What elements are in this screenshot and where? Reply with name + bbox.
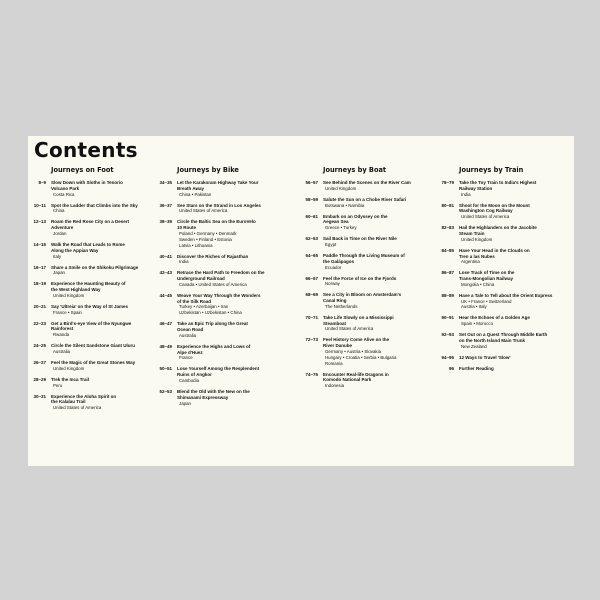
contents-entry[interactable]	[300, 197, 432, 209]
contents-entry[interactable]	[154, 203, 296, 215]
entry-page-range: 84–85	[441, 247, 454, 253]
entry-countries: Poland • Germany • Denmark Sweden • Finland • Estonia Latvia • Lithuania	[179, 230, 237, 248]
contents-entry[interactable]	[28, 242, 150, 259]
entry-title: Walk the Road that Leads to Rome Along the Appian Way	[51, 241, 125, 253]
entry-countries: United States of America	[461, 214, 510, 220]
entry-text	[323, 214, 432, 231]
entry-page-range: 26–27	[33, 360, 46, 366]
entry-text	[51, 180, 150, 197]
entry-text	[177, 321, 296, 338]
entry-countries: United States of America	[179, 208, 228, 214]
entry-title: Circle the Baltic Sea on the EuroVelo 10 Route	[177, 219, 256, 231]
entry-page-range: 64–65	[305, 252, 318, 258]
entry-page-range: 48–49	[159, 343, 172, 349]
entry-title: Feel History Come Alive on the River Danube	[323, 337, 390, 349]
entry-page-range: 62–63	[305, 236, 318, 242]
contents-entry[interactable]	[436, 225, 574, 242]
entry-countries: Germany • Austria • Slovakia Hungary • Croatia • Serbia • Bulgaria Romania	[325, 349, 397, 366]
entry-page-range: 88–89	[441, 292, 454, 298]
entry-countries: United Kingdom	[53, 365, 85, 371]
entry-page-range: 8–9	[38, 180, 46, 185]
contents-entry[interactable]	[436, 293, 574, 310]
entry-text	[177, 180, 296, 197]
entry-title: Embark on an Odyssey on the Aegean Sea	[323, 213, 388, 225]
entry-text	[323, 372, 432, 389]
entry-page-range: 36–37	[159, 202, 172, 208]
entry-title: Say 'Ultreia' on the Way of St James	[51, 303, 128, 309]
entry-title: Circle the Silent Sandstone Giant Uluru	[51, 343, 136, 349]
entry-title: Share a Smile on the Shikoku Pilgrimage	[51, 264, 139, 270]
contents-entry[interactable]	[28, 394, 150, 411]
entry-page-range: 22–23	[33, 320, 46, 326]
contents-entry[interactable]	[154, 389, 296, 406]
entry-countries: Italy	[53, 253, 62, 259]
entry-page-range: 96	[448, 365, 454, 371]
entry-text	[51, 265, 150, 277]
entry-countries: Greece • Turkey	[325, 225, 357, 231]
contents-entry[interactable]	[300, 337, 432, 366]
entry-text	[177, 389, 296, 406]
entry-page-range: 82–83	[441, 225, 454, 231]
entry-title: Shoot for the Moon on the Mount Washington Cog Railway	[459, 202, 530, 214]
contents-entry[interactable]	[436, 332, 574, 349]
contents-column	[300, 166, 432, 394]
entry-title: Have a Tale to Tell about the Orient Express	[459, 292, 553, 298]
entry-countries: Turkey • Azerbaijan • Iran Uzbekistan • Uzbekistan • China	[179, 304, 242, 316]
entry-page-range: 28–29	[33, 376, 46, 382]
entry-text	[323, 253, 432, 270]
contents-entry[interactable]	[436, 355, 574, 361]
entry-title: Get a Bird's-eye View of the Nyungwe Rainforest	[51, 320, 132, 332]
entry-page-range: 72–73	[305, 337, 318, 343]
entry-title: Sail Back in Time on the River Nile	[323, 236, 397, 242]
entry-title: Take the Toy Train to India's Highest Railway Station	[459, 180, 537, 191]
entry-text	[459, 270, 574, 287]
column-heading: Journeys on Foot	[51, 166, 114, 174]
contents-entry[interactable]	[436, 366, 574, 372]
contents-entry[interactable]	[28, 265, 150, 277]
entry-text	[51, 343, 150, 355]
entry-title: Let the Karakoram Highway Take Your Breath Away	[177, 180, 259, 191]
entry-page-range: 20–21	[33, 303, 46, 309]
entry-page-range: 16–17	[33, 264, 46, 270]
entry-title: Hear the Echoes of a Golden Age	[459, 315, 530, 321]
entry-title: Roam the Red Rose City on a Desert Adventure	[51, 219, 130, 231]
contents-entry[interactable]	[300, 214, 432, 231]
entry-countries: Mongolia • China	[461, 281, 495, 287]
entry-page-range: 18–19	[33, 281, 46, 287]
entry-title: See Behind the Scenes on the River Cam	[323, 180, 411, 185]
entry-text	[177, 344, 296, 361]
entry-text	[323, 180, 432, 192]
contents-entry[interactable]	[154, 321, 296, 338]
entry-page-range: 44–45	[159, 292, 172, 298]
contents-entry[interactable]	[300, 372, 432, 389]
entry-text	[177, 203, 296, 215]
contents-entry[interactable]	[154, 366, 296, 383]
entry-title: Spot the Ladder that Climbs into the Sky	[51, 202, 138, 208]
entry-text	[459, 355, 574, 361]
contents-entry[interactable]	[300, 292, 432, 309]
entry-text	[459, 180, 574, 197]
entry-countries: The Netherlands	[325, 303, 358, 309]
entry-title: Salute the Sun on a Chobe River Safari	[323, 196, 407, 202]
entry-page-range: 50–51	[159, 366, 172, 372]
contents-entry[interactable]	[28, 360, 150, 372]
contents-entry[interactable]	[28, 203, 150, 215]
entry-text	[51, 219, 150, 236]
entry-page-range: 74–75	[305, 371, 318, 377]
column-heading: Journeys by Boat	[323, 166, 387, 174]
entry-countries: Australia	[179, 332, 197, 338]
entry-countries: United States of America	[53, 405, 102, 411]
entry-page-range: 92–93	[441, 332, 454, 338]
contents-entry[interactable]	[154, 180, 296, 197]
entry-countries: India	[179, 259, 189, 265]
contents-column	[154, 166, 296, 412]
entry-countries: Japan	[53, 270, 65, 276]
entry-title: Encounter Real-life Dragons in Komodo National Park	[323, 371, 389, 383]
contents-entry[interactable]	[436, 203, 574, 220]
page-title: Contents	[34, 138, 138, 162]
entry-text	[51, 377, 150, 389]
entry-title: Take Life Slowly on a Mississippi Steamboat	[323, 314, 394, 326]
entry-page-range: 80–81	[441, 202, 454, 208]
entry-page-range: 78–79	[441, 180, 454, 185]
entry-text	[323, 276, 432, 288]
entry-title: Hail the Highlanders on the Jacobite Steam Train	[459, 225, 537, 236]
entry-text	[459, 366, 574, 372]
entry-page-range: 34–35	[159, 180, 172, 185]
entry-title: Slow Down with Sloths in Tenorio Volcano Park	[51, 180, 123, 191]
entry-title: Experience the Haunting Beauty of the West Highland Way	[51, 281, 126, 293]
entry-title: Lose Track of Time on the Trans-Mongolian Railway	[459, 270, 515, 282]
entry-page-range: 52–53	[159, 389, 172, 394]
entry-countries: Indonesia	[325, 383, 345, 389]
contents-entry[interactable]	[300, 276, 432, 288]
column-heading: Journeys by Train	[459, 166, 524, 174]
entry-text	[459, 332, 574, 349]
contents-entry[interactable]	[436, 315, 574, 327]
entry-text	[459, 293, 574, 310]
entry-text	[177, 366, 296, 383]
contents-entry[interactable]	[28, 304, 150, 316]
entry-countries: Argentina	[461, 259, 480, 265]
entry-text	[51, 360, 150, 372]
entry-title: Further Reading	[459, 365, 494, 371]
contents-entry[interactable]	[28, 321, 150, 338]
entry-text	[177, 219, 296, 248]
entry-text	[51, 304, 150, 316]
entry-page-range: 58–59	[305, 196, 318, 202]
entry-text	[51, 281, 150, 298]
entry-countries: France	[179, 355, 193, 361]
entry-countries: Spain • Morocco	[461, 321, 494, 327]
entry-title: Experience the Highs and Lows of Alpe d'Huez	[177, 343, 251, 355]
entry-text	[177, 293, 296, 316]
entry-page-range: 30–31	[33, 393, 46, 399]
entry-countries: United Kingdom	[53, 292, 85, 298]
entry-countries: Jordan	[53, 230, 67, 236]
entry-page-range: 42–43	[159, 270, 172, 276]
entry-countries: New Zealand	[461, 343, 487, 349]
entry-page-range: 10–11	[33, 202, 46, 208]
entry-text	[323, 292, 432, 309]
entry-text	[177, 254, 296, 266]
entry-page-range: 12–13	[33, 219, 46, 225]
entry-text	[323, 337, 432, 366]
entry-countries: Botswana • Namibia	[325, 202, 365, 208]
contents-entry[interactable]	[300, 236, 432, 248]
entry-page-range: 90–91	[441, 315, 454, 321]
contents-entry[interactable]	[154, 293, 296, 316]
entry-title: Paddle Through the Living Museum of the Galápagos	[323, 252, 405, 264]
entry-text	[323, 236, 432, 248]
entry-page-range: 60–61	[305, 213, 318, 219]
entry-title: Weave Your Way Through the Wonders of the Silk Road	[177, 292, 261, 304]
contents-entry[interactable]	[300, 253, 432, 270]
entry-title: See a City in Bloom on Amsterdam's Canal Ring	[323, 292, 402, 304]
entry-page-range: 24–25	[33, 343, 46, 349]
entry-countries: Cambodia	[179, 378, 200, 384]
entry-title: Blend the Old with the New on the Shimanami Expressway	[177, 389, 250, 400]
entry-text	[51, 242, 150, 259]
contents-entry[interactable]	[28, 281, 150, 298]
entry-countries: China	[53, 208, 65, 214]
entry-title: Set Out on a Quest Through Middle Earth on the North Island Main Trunk	[459, 332, 548, 344]
contents-entry[interactable]	[300, 315, 432, 332]
entry-countries: France • Spain	[53, 309, 82, 315]
entry-page-range: 86–87	[441, 270, 454, 276]
entry-title: Feel the Force of Ice on the Fjords	[323, 275, 397, 281]
entry-countries: India	[461, 191, 471, 197]
entry-page-range: 46–47	[159, 321, 172, 327]
contents-column	[28, 166, 150, 416]
contents-entry[interactable]	[28, 180, 150, 197]
entry-text	[177, 270, 296, 287]
contents-entry[interactable]	[436, 180, 574, 197]
column-heading: Journeys by Bike	[177, 166, 239, 174]
entry-text	[51, 394, 150, 411]
contents-entry[interactable]	[436, 248, 574, 265]
entry-text	[459, 225, 574, 242]
entry-countries: Canada • United States of America	[179, 281, 247, 287]
entry-countries: Norway	[325, 281, 340, 287]
contents-column	[436, 166, 574, 377]
entry-page-range: 14–15	[33, 241, 46, 247]
entry-page-range: 40–41	[159, 253, 172, 259]
entry-text	[323, 197, 432, 209]
contents-entry[interactable]	[28, 377, 150, 389]
entry-countries: Australia	[53, 349, 71, 355]
contents-entry[interactable]	[154, 270, 296, 287]
entry-title: See Stars on the Strand in Los Angeles	[177, 202, 261, 208]
entry-text	[459, 248, 574, 265]
contents-page	[28, 136, 574, 466]
entry-countries: Rwanda	[53, 332, 70, 338]
entry-text	[459, 203, 574, 220]
contents-entry[interactable]	[154, 219, 296, 248]
entry-text	[51, 203, 150, 215]
contents-entry[interactable]	[436, 270, 574, 287]
entry-countries: Ecuador	[325, 264, 342, 270]
entry-text	[323, 315, 432, 332]
entry-title: Take an Epic Trip along the Great Ocean Road	[177, 321, 248, 333]
entry-page-range: 66–67	[305, 275, 318, 281]
contents-entry[interactable]	[28, 343, 150, 355]
entry-title: 12 Ways to Travel 'Slow'	[459, 354, 511, 360]
entry-title: Feel the Magic of the Great Stones Way	[51, 360, 136, 366]
entry-countries: Costa Rica	[53, 191, 75, 197]
entry-countries: Peru	[53, 382, 63, 388]
entry-countries: United States of America	[325, 326, 374, 332]
entry-page-range: 68–69	[305, 292, 318, 298]
entry-title: Trek the Inca Trail	[51, 376, 90, 382]
entry-countries: Egypt	[325, 241, 337, 247]
entry-page-range: 56–57	[305, 180, 318, 185]
entry-countries: United Kingdom	[325, 185, 357, 191]
entry-countries: UK • France • Switzerland Austria • Italy	[461, 298, 512, 310]
entry-page-range: 38–39	[159, 219, 172, 225]
contents-entry[interactable]	[154, 254, 296, 266]
contents-entry[interactable]	[28, 219, 150, 236]
entry-title: Discover the Riches of Rajasthan	[177, 253, 249, 259]
entry-page-range: 94–95	[441, 354, 454, 360]
entry-title: Experience the Aloha Spirit on the Kalalau Trail	[51, 393, 117, 405]
entry-countries: United Kingdom	[461, 236, 493, 242]
entry-text	[51, 321, 150, 338]
entry-countries: China • Pakistan	[179, 191, 212, 197]
entry-text	[459, 315, 574, 327]
entry-page-range: 70–71	[305, 314, 318, 320]
contents-entry[interactable]	[154, 344, 296, 361]
entry-title: Retrace the Hard Path to Freedom on the Underground Railroad	[177, 270, 265, 282]
entry-title: Have Your Head in the Clouds on Tren a las Nubes	[459, 247, 530, 259]
entry-countries: Japan	[179, 400, 191, 406]
contents-entry[interactable]	[300, 180, 432, 192]
entry-title: Lose Yourself Among the Resplendent Ruins of Angkor	[177, 366, 260, 378]
